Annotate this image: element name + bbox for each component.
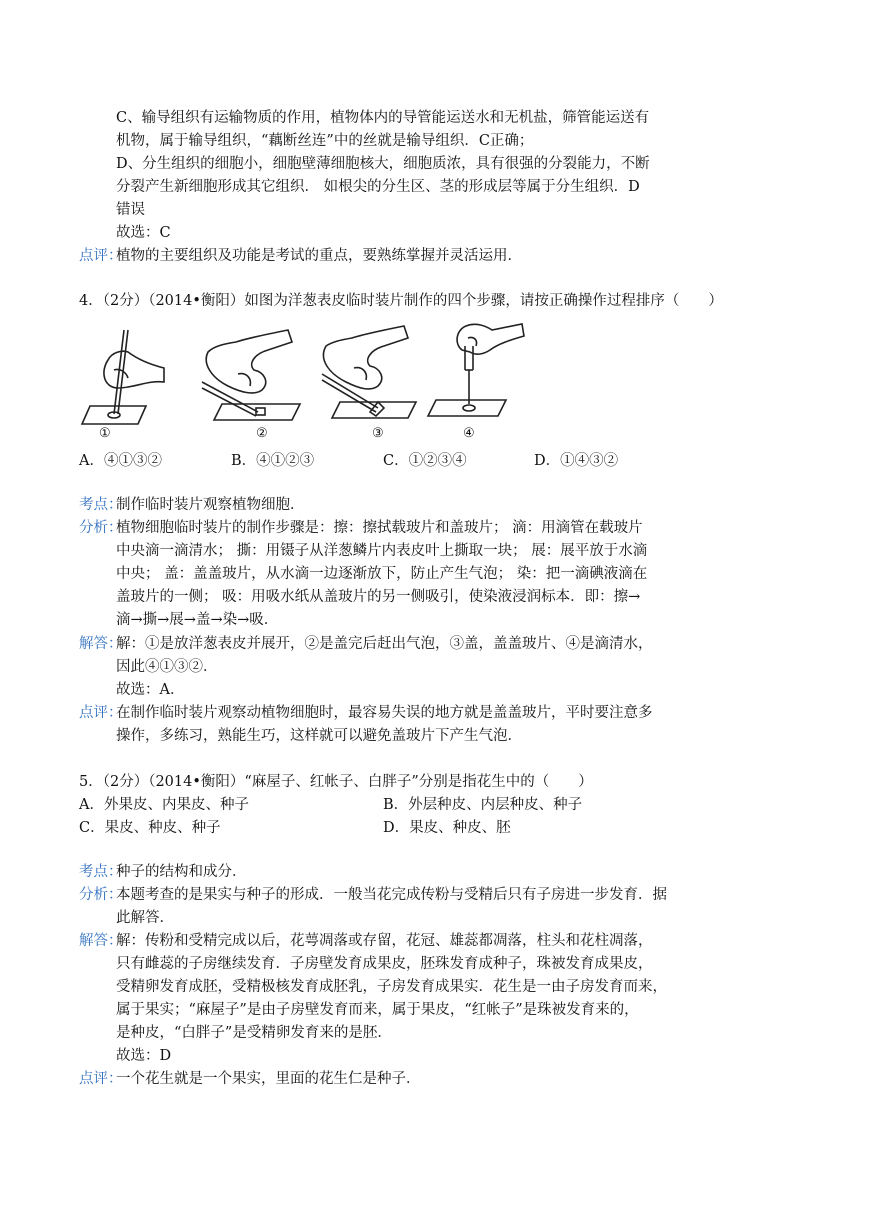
- q5-answer-line4: 属于果实；“麻屋子”是由子房壁发育而来，属于果皮，“红帐子”是珠被发育来的，: [116, 1002, 639, 1018]
- figure-label-1: ①: [99, 426, 111, 441]
- q3-comment: 植物的主要组织及功能是考试的重点，要熟练掌握并灵活运用．: [116, 248, 522, 264]
- q3-option-c-line2: 机物，属于输导组织，“藕断丝连”中的丝就是输导组织．C正确；: [116, 133, 534, 149]
- q4-analysis-line5: 滴→撕→展→盖→染→吸．: [116, 612, 279, 628]
- q4-answer-line2: 因此④①③②．: [116, 659, 218, 675]
- q3-option-c-line1: C、输导组织有运输物质的作用，植物体内的导管能运送水和无机盐，筛管能运送有: [116, 110, 650, 126]
- q4-analysis-line1: 植物细胞临时装片的制作步骤是：擦：擦拭载玻片和盖玻片； 滴：用滴管在载玻片: [116, 520, 643, 536]
- q5-answer-line1: 解：传粉和受精完成以后，花萼凋落或存留，花冠、雄蕊都凋落，柱头和花柱凋落，: [116, 933, 653, 949]
- q3-option-d-line2: 分裂产生新细胞形成其它组织． 如根尖的分生区、茎的形成层等属于分生组织．D: [116, 179, 640, 195]
- q3-option-d-line3: 错误: [116, 202, 145, 218]
- q4-option-c: C．①②③④: [383, 453, 467, 469]
- step4-illustration: [428, 324, 524, 416]
- q4-point-label: 考点：: [79, 497, 123, 513]
- figure-label-4: ④: [463, 426, 475, 441]
- q5-comment: 一个花生就是一个果实，里面的花生仁是种子．: [116, 1071, 421, 1087]
- q5-option-b: B．外层种皮、内层种皮、种子: [383, 797, 583, 813]
- q4-answer-choice: 故选：A．: [116, 682, 185, 698]
- q4-analysis-line2: 中央滴一滴清水； 撕：用镊子从洋葱鳞片内表皮叶上撕取一块； 展：展平放于水滴: [116, 543, 648, 559]
- q5-answer-line2: 只有雌蕊的子房继续发育．子房壁发育成果皮，胚珠发育成种子，珠被发育成果皮，: [116, 956, 653, 972]
- q4-answer-label: 解答：: [79, 636, 123, 652]
- figure-label-3: ③: [372, 426, 384, 441]
- q5-answer-choice: 故选：D: [116, 1048, 172, 1064]
- q5-analysis-label: 分析：: [79, 887, 123, 903]
- q4-option-b: B．④①②③: [231, 453, 315, 469]
- q5-option-d: D．果皮、种皮、胚: [383, 820, 511, 836]
- q3-answer-choice: 故选：C: [116, 225, 171, 241]
- q5-option-a: A．外果皮、内果皮、种子: [79, 797, 249, 813]
- q4-point: 制作临时装片观察植物细胞．: [116, 497, 305, 513]
- q3-option-d-line1: D、分生组织的细胞小，细胞壁薄细胞核大，细胞质浓，具有很强的分裂能力，不断: [116, 156, 650, 172]
- q4-comment-label: 点评：: [79, 705, 123, 721]
- q4-analysis-line3: 中央； 盖：盖盖玻片，从水滴一边逐渐放下，防止产生气泡； 染：把一滴碘液滴在: [116, 566, 648, 582]
- q3-comment-label: 点评：: [79, 248, 123, 264]
- q5-option-c: C．果皮、种皮、种子: [79, 820, 221, 836]
- q4-analysis-line4: 盖玻片的一侧； 吸：用吸水纸从盖玻片的另一侧吸引，使染液浸润标本．即：擦→: [116, 589, 641, 605]
- q4-comment-line1: 在制作临时装片观察动植物细胞时，最容易失误的地方就是盖盖玻片，平时要注意多: [116, 705, 653, 721]
- q4-comment-line2: 操作，多练习，熟能生巧，这样就可以避免盖玻片下产生气泡．: [116, 728, 522, 744]
- q5-point-label: 考点：: [79, 864, 123, 880]
- q5-answer-label: 解答：: [79, 933, 123, 949]
- q4-option-a: A．④①③②: [79, 453, 162, 469]
- q4-option-d: D．①④③②: [534, 453, 619, 469]
- q5-answer-line3: 受精卵发育成胚，受精极核发育成胚乳，子房发育成果实．花生是一由子房发育而来，: [116, 979, 667, 995]
- q5-analysis-line1: 本题考查的是果实与种子的形成．一般当花完成传粉与受精后只有子房进一步发育．据: [116, 887, 667, 903]
- q5-comment-label: 点评：: [79, 1071, 123, 1087]
- q4-analysis-label: 分析：: [79, 520, 123, 536]
- step1-illustration: [82, 330, 164, 424]
- step3-illustration: [322, 326, 416, 418]
- q4-stem: 4．（2分）（2014•衡阳）如图为洋葱表皮临时装片制作的四个步骤，请按正确操作过程排序（ ）: [79, 293, 723, 309]
- q5-analysis-line2: 此解答．: [116, 910, 174, 926]
- figure-label-2: ②: [256, 426, 268, 441]
- q5-point: 种子的结构和成分．: [116, 864, 247, 880]
- q4-answer-line1: 解：①是放洋葱表皮并展开，②是盖完后赶出气泡，③盖，盖盖玻片、④是滴清水，: [116, 636, 653, 652]
- q5-answer-line5: 是种皮，“白胖子”是受精卵发育来的是胚．: [116, 1025, 392, 1041]
- step2-illustration: [202, 330, 300, 420]
- q5-stem: 5．（2分）（2014•衡阳）“麻屋子、红帐子、白胖子”分别是指花生中的（ ）: [79, 774, 593, 790]
- onion-slide-steps-figure: [78, 316, 528, 446]
